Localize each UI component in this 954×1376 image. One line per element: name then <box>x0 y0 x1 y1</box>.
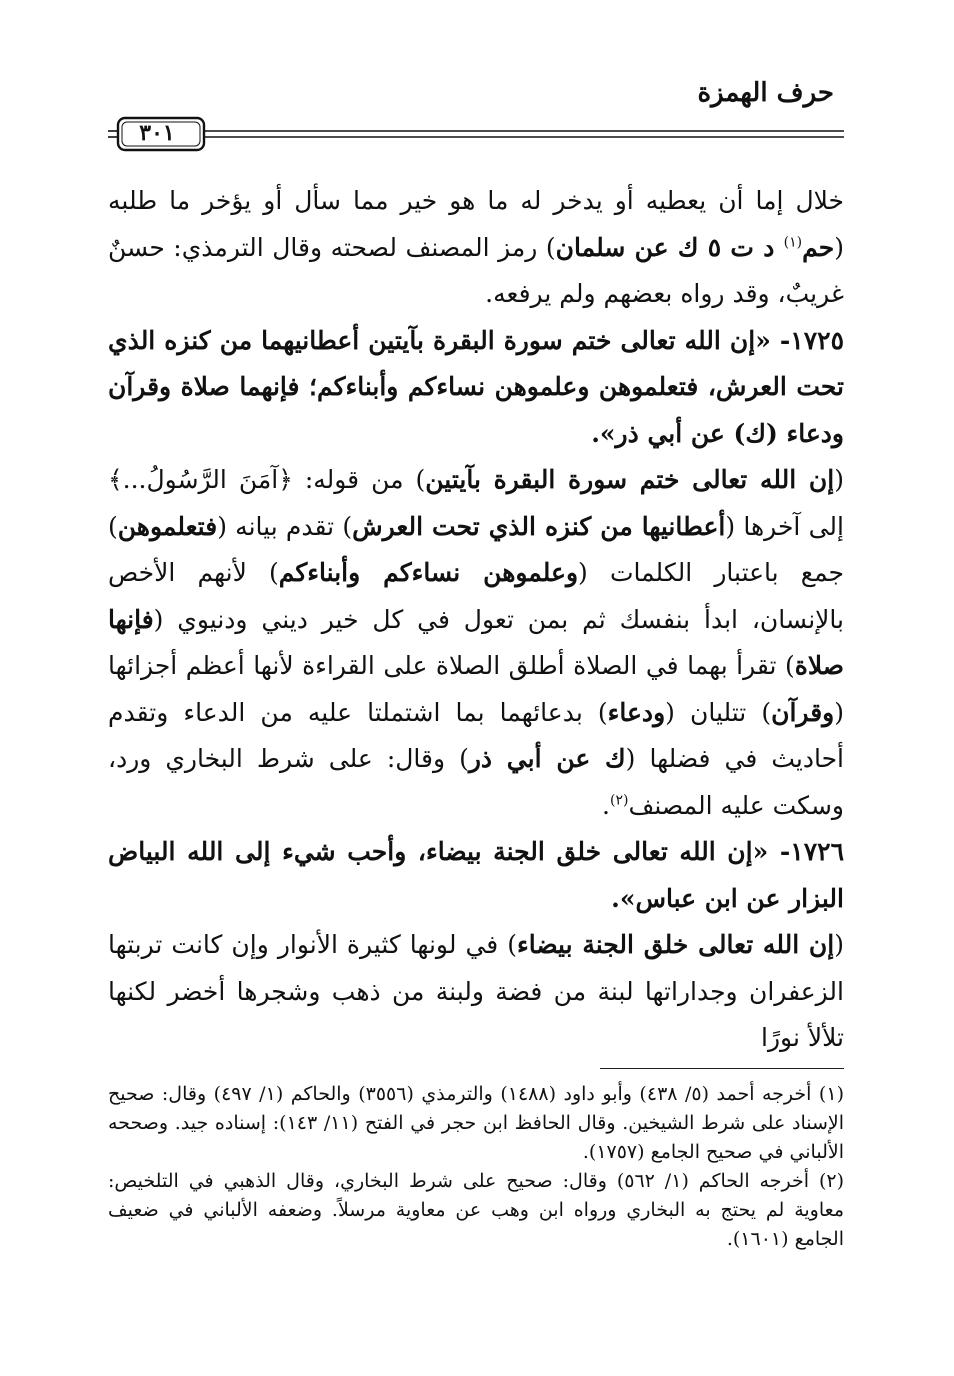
commentary-1726: (إن الله تعالى خلق الجنة بيضاء) في لونها كثيرة الأنوار وإن كانت تربتها الزعفران وجداراتها لبنة من فضة ولبنة من ذهب وشجرها أخضر لكنها تلألأ نورًا <box>108 930 844 1052</box>
footnote-ref-1: (١) <box>783 234 803 251</box>
footnote-2: (٢) أخرجه الحاكم (١/ ٥٦٢) وقال: صحيح على شرط البخاري، وقال الذهبي في التلخيص: معاوية لم يحتج به البخاري ورواه ابن وهب عن معاوية مرسلاً. وضعفه الألباني في ضعيف الجامع (١٦٠١). <box>108 1170 844 1250</box>
footnote-ref-2: (٢) <box>610 792 629 809</box>
hadith-1725: ١٧٢٥- «إن الله تعالى ختم سورة البقرة بآيتين أعطانيهما من كنزه الذي تحت العرش، فتعلموهن وعلموهن نساءكم وأبناءكم؛ فإنهما صلاة وقرآن ودعاء (ك) عن أبي ذر». <box>108 325 844 448</box>
footnote-1: (١) أخرجه أحمد (٥/ ٤٣٨) وأبو داود (١٤٨٨) والترمذي (٣٥٥٦) والحاكم (١/ ٤٩٧) وقال: صحيح الإسناد على شرط الشيخين. وقال الحافظ ابن حجر في الفتح (١١/ ١٤٣): إسناده جيد. وصححه الألباني في صحيح الجامع (١٧٥٧). <box>108 1083 844 1163</box>
footnotes <box>108 1080 844 1254</box>
footnote-separator <box>600 1068 844 1069</box>
page-number: ٣٠١ <box>139 120 175 146</box>
paragraph-continuation: خلال إما أن يعطيه أو يدخر له ما هو خير مما سأل أو يؤخر ما طلبه (حم$^{(١)}$ د ت ٥ ك عن سلمان) رمز المصنف لصحته وقال الترمذي: حسنٌ غريبٌ، وقد رواه بعضهم ولم يرفعه. <box>108 186 844 308</box>
running-title: حرف الهمزة <box>697 78 834 108</box>
commentary-1725: (إن الله تعالى ختم سورة البقرة بآيتين) من قوله: ﴿آمَنَ الرَّسُولُ...﴾ إلى آخرها (أعطانيها من كنزه الذي تحت العرش) تقدم بيانه (فتعلموهن) جمع باعتبار الكلمات (وعلموهن نساءكم وأبناءكم) لأنهم الأخص بالإنسان، ابدأ بنفسك ثم بمن تعول في كل خير ديني ودنيوي (فإنها صلاة) تقرأ بهما في الصلاة أطلق الصلاة على القراءة لأنها أعظم أجزائها (وقرآن) تتليان (ودعاء) بدعائهما بما اشتملتا عليه من الدعاء وتقدم أحاديث في فضلها (ك عن أبي ذر) وقال: على شرط البخاري ورد، وسكت عليه المصنف$^{(٢)}$. <box>108 465 844 820</box>
hadith-1726: ١٧٢٦- «إن الله تعالى خلق الجنة بيضاء، وأحب شيء إلى الله البياض البزار عن ابن عباس». <box>108 837 844 913</box>
main-text <box>108 178 844 1062</box>
header-rule-with-page-frame <box>108 116 844 152</box>
